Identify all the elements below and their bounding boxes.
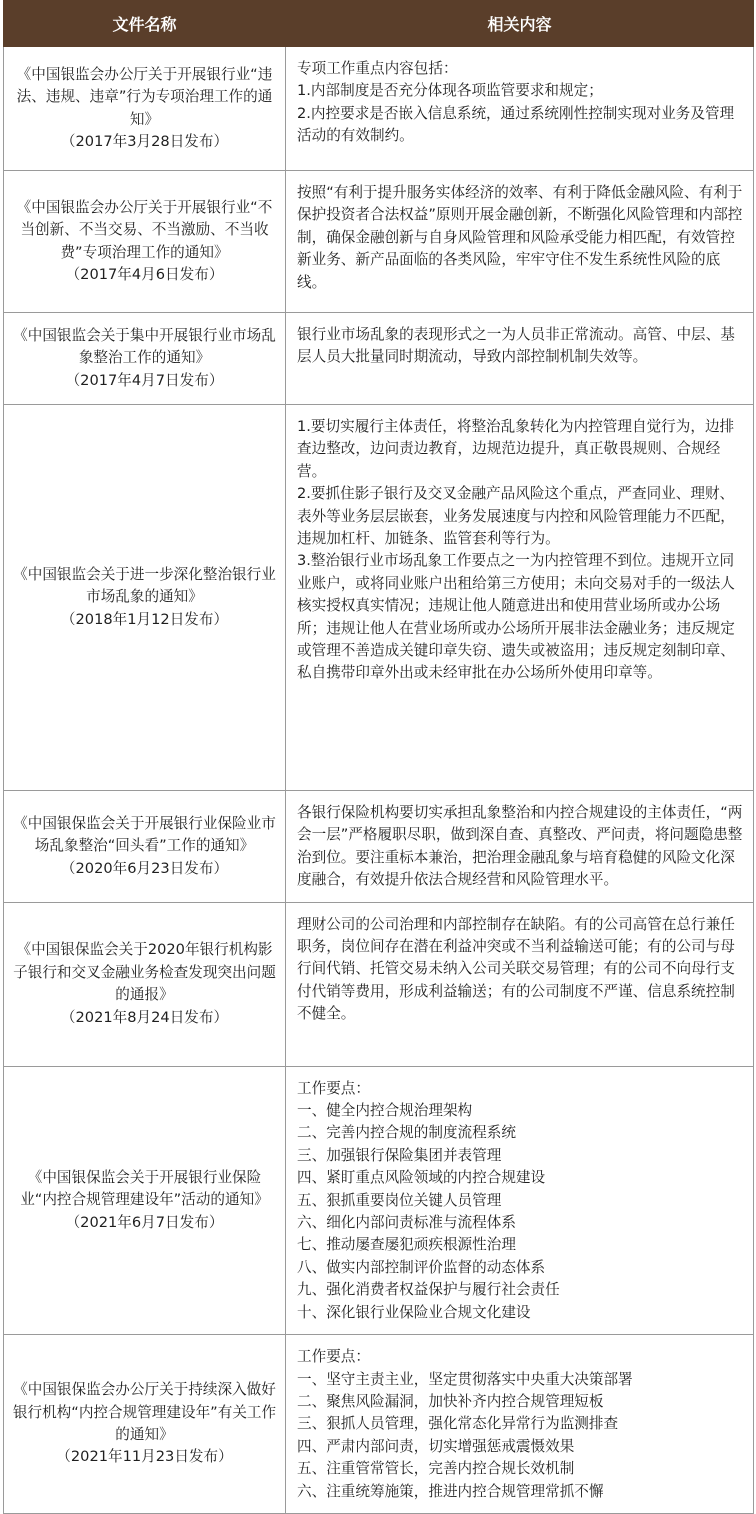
document-name-cell — [4, 791, 286, 903]
table-body — [4, 47, 754, 1514]
content-line: 三、加强银行保险集团并表管理 — [297, 1146, 502, 1164]
content-line: 五、注重管常管长，完善内控合规长效机制 — [297, 1460, 575, 1478]
document-date: （2021年6月7日发布） — [65, 1213, 224, 1231]
content-line: 八、做实内部控制评价监督的动态体系 — [297, 1258, 546, 1276]
document-name-cell — [4, 313, 286, 405]
header-related-content: 相关内容 — [286, 1, 754, 47]
document-title: 《中国银保监会关于开展银行业保险业“内控合规管理建设年”活动的通知》 — [20, 1168, 269, 1209]
content-line: 十、深化银行业保险业合规文化建设 — [297, 1303, 531, 1321]
content-line: 一、健全内控合规治理架构 — [297, 1102, 473, 1120]
document-date: （2021年11月23日发布） — [56, 1448, 233, 1466]
document-title: 《中国银保监会办公厅关于持续深入做好银行机构“内控合规管理建设年”有关工作的通知》 — [12, 1381, 277, 1444]
table-row — [4, 791, 754, 903]
content-line: 1.内部制度是否充分体现各项监管要求和规定； — [297, 82, 603, 100]
content-line: 六、注重统筹施策，推进内控合规管理常抓不懈 — [297, 1482, 604, 1500]
content-line: 工作要点： — [297, 1079, 370, 1097]
document-name-cell — [4, 1335, 286, 1514]
related-content-cell — [286, 791, 754, 903]
content-line: 四、严肃内部问责，切实增强惩戒震慑效果 — [297, 1437, 575, 1455]
content-line: 专项工作重点内容包括： — [297, 60, 458, 77]
regulation-table — [3, 0, 754, 1514]
content-line: 2.内控要求是否嵌入信息系统，通过系统刚性控制实现对业务及管理活动的有效制约。 — [297, 104, 735, 145]
content-line: 银行业市场乱象的表现形式之一为人员非正常流动。高管、中层、基层人员大批量同时期流动，导致内部控制机制失效等。 — [297, 326, 735, 366]
content-line: 1.要切实履行主体责任，将整治乱象转化为内控管理自觉行为，边排查边整改，边问责边教育，边规范边提升，真正敬畏规则、合规经营。 — [297, 418, 735, 480]
content-line: 七、推动屡查屡犯顽疾根源性治理 — [297, 1236, 516, 1254]
related-content-cell — [286, 1066, 754, 1334]
related-content-cell — [286, 171, 754, 313]
document-title: 《中国银监会办公厅关于开展银行业“不当创新、不当交易、不当激励、不当收费”专项治理工作的通知》 — [16, 198, 273, 261]
content-line: 工作要点： — [297, 1348, 370, 1366]
related-content-cell — [286, 47, 754, 171]
related-content-cell — [286, 405, 754, 791]
table-row — [4, 313, 754, 405]
table-row — [4, 1066, 754, 1334]
document-name-cell — [4, 405, 286, 791]
content-line: 2.要抓住影子银行及交叉金融产品风险这个重点，严查同业、理财、表外等业务层层嵌套，业务发展速度与内控和风险管理能力不匹配，违规加杠杆、加链条、监管套利等行为。 — [297, 485, 735, 548]
document-title: 《中国银监会办公厅关于开展银行业“违法、违规、违章”行为专项治理工作的通知》 — [16, 65, 273, 128]
document-date: （2020年6月23日发布） — [60, 859, 229, 877]
document-date: （2021年8月24日发布） — [60, 1008, 229, 1026]
content-line: 四、紧盯重点风险领域的内控合规建设 — [297, 1169, 546, 1187]
document-date: （2017年4月6日发布） — [65, 265, 224, 283]
document-date: （2017年3月28日发布） — [60, 132, 229, 150]
related-content-cell — [286, 902, 754, 1066]
content-line: 按照“有利于提升服务实体经济的效率、有利于降低金融风险、有利于保护投资者合法权益”原则开展金融创新，不断强化风险管理和内部控制，确保金融创新与自身风险管理和风险承受能力相匹配，有效管控新业务、新产品面临的各类风险，牢牢守住不发生系统性风险的底线。 — [297, 184, 743, 291]
related-content-cell — [286, 1335, 754, 1514]
table-row — [4, 902, 754, 1066]
document-title: 《中国银监会关于进一步深化整治银行业市场乱象的通知》 — [13, 565, 276, 606]
content-line: 一、坚守主责主业，坚定贯彻落实中央重大决策部署 — [297, 1370, 633, 1388]
content-line: 各银行保险机构要切实承担乱象整治和内控合规建设的主体责任，“两会一层”严格履职尽职，做到深自查、真整改、严问责，将问题隐患整治到位。要注重标本兼治，把治理金融乱象与培育稳健的风险文化深度融合，有效提升依法合规经营和风险管理水平。 — [297, 804, 743, 889]
header-document-name: 文件名称 — [4, 1, 286, 47]
table-row — [4, 1335, 754, 1514]
document-date: （2017年4月7日发布） — [65, 371, 224, 389]
document-name-cell — [4, 902, 286, 1066]
related-content-cell — [286, 313, 754, 405]
content-line: 六、细化内部问责标准与流程体系 — [297, 1214, 516, 1232]
content-line: 理财公司的公司治理和内部控制存在缺陷。有的公司高管在总行兼任职务，岗位间存在潜在利益冲突或不当利益输送可能；有的公司与母行间代销、托管交易未纳入公司关联交易管理；有的公司不向母行支付代销等费用，形成利益输送；有的公司制度不严谨、信息系统控制不健全。 — [297, 915, 735, 1023]
table-header-row — [4, 1, 754, 47]
document-name-cell — [4, 171, 286, 313]
content-line: 五、狠抓重要岗位关键人员管理 — [297, 1191, 502, 1209]
table-row — [4, 405, 754, 791]
content-line: 二、聚焦风险漏洞，加快补齐内控合规管理短板 — [297, 1392, 604, 1410]
document-title: 《中国银保监会关于开展银行业保险业市场乱象整治“回头看”工作的通知》 — [13, 814, 276, 855]
content-line: 九、强化消费者权益保护与履行社会责任 — [297, 1281, 560, 1299]
document-name-cell — [4, 1066, 286, 1334]
content-line: 二、完善内控合规的制度流程系统 — [297, 1124, 516, 1142]
content-line: 3.整治银行业市场乱象工作要点之一为内控管理不到位。违规开立同业账户，或将同业账户出租给第三方使用；未向交易对手的一级法人核实授权真实情况；违规让他人随意进出和使用营业场所或办公场所；违规让他人在营业场所或办公场所开展非法金融业务；违反规定或管理不善造成关键印章失窃、遗失或被盗用；违反规定刻制印章、私自携带印章外出或未经审批在办公场所外使用印章等。 — [297, 552, 735, 682]
table-row — [4, 47, 754, 171]
document-title: 《中国银监会关于集中开展银行业市场乱象整治工作的通知》 — [13, 326, 276, 367]
document-date: （2018年1月12日发布） — [60, 610, 229, 628]
document-title: 《中国银保监会关于2020年银行机构影子银行和交叉金融业务检查发现突出问题的通报》 — [13, 941, 276, 1004]
content-line: 三、狠抓人员管理，强化常态化异常行为监测排查 — [297, 1415, 619, 1433]
document-name-cell — [4, 47, 286, 171]
table-row — [4, 171, 754, 313]
